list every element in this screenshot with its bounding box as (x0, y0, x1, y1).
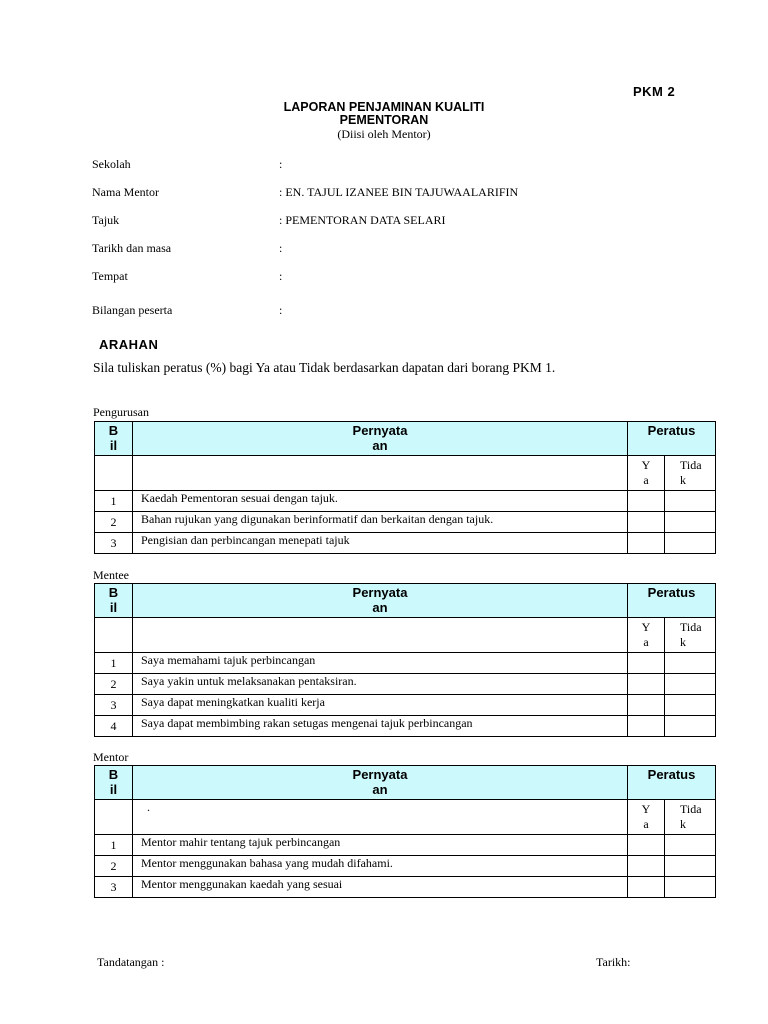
tidak-cell[interactable] (665, 491, 716, 512)
ya-cell[interactable] (628, 716, 665, 737)
instruction-text: Sila tuliskan peratus (%) bagi Ya atau Tidak berdasarkan dapatan dari borang PKM 1. (93, 360, 556, 375)
row-statement: Mentor menggunakan bahasa yang mudah difahami. (133, 856, 628, 877)
ya-cell[interactable] (628, 835, 665, 856)
table-row (95, 835, 716, 856)
field-label-tajuk: Tajuk (92, 213, 120, 227)
group-label-mentor: Mentor (93, 750, 129, 764)
row-number: 3 (95, 695, 133, 716)
table-row (95, 674, 716, 695)
form-title-line-2: PEMENTORAN (339, 113, 429, 127)
table-row (95, 877, 716, 898)
subheader-blank-bil (95, 800, 133, 835)
section-title: ARAHAN (99, 337, 159, 352)
table-row (95, 695, 716, 716)
subheader-blank-bil (95, 618, 133, 653)
field-value-bilangan-peserta: : (279, 303, 283, 317)
header-pernyataan: Pernyata an (133, 422, 628, 456)
subheader-blank-stmt (133, 456, 628, 491)
field-label-nama-mentor: Nama Mentor (92, 185, 159, 199)
subheader-tidak: Tida k (665, 456, 716, 491)
signature-label: Tandatangan : (97, 955, 165, 969)
table-row (95, 856, 716, 877)
tidak-cell[interactable] (665, 674, 716, 695)
table-row (95, 716, 716, 737)
form-code: PKM 2 (633, 84, 676, 99)
row-number: 1 (95, 491, 133, 512)
table-row (95, 491, 716, 512)
header-pernyataan: Pernyata an (133, 766, 628, 800)
ya-cell[interactable] (628, 512, 665, 533)
tidak-cell[interactable] (665, 533, 716, 554)
header-bil: B il (95, 584, 133, 618)
field-value-nama-mentor: : EN. TAJUL IZANEE BIN TAJUWAALARIFIN (279, 185, 519, 199)
row-number: 2 (95, 674, 133, 695)
subheader-tidak: Tida k (665, 618, 716, 653)
field-label-sekolah: Sekolah (92, 157, 131, 171)
tidak-cell[interactable] (665, 856, 716, 877)
tidak-cell[interactable] (665, 512, 716, 533)
row-statement: Bahan rujukan yang digunakan berinformatif dan berkaitan dengan tajuk. (133, 512, 628, 533)
subheader-blank-stmt (133, 618, 628, 653)
header-peratus: Peratus (628, 766, 716, 800)
ya-cell[interactable] (628, 491, 665, 512)
subheader-blank-stmt: . (133, 800, 628, 835)
header-bil: B il (95, 422, 133, 456)
row-statement: Kaedah Pementoran sesuai dengan tajuk. (133, 491, 628, 512)
table-mentor (94, 765, 716, 898)
subheader-tidak: Tida k (665, 800, 716, 835)
field-label-tempat: Tempat (92, 269, 128, 283)
row-number: 2 (95, 512, 133, 533)
ya-cell[interactable] (628, 877, 665, 898)
row-number: 1 (95, 835, 133, 856)
table-row (95, 512, 716, 533)
ya-cell[interactable] (628, 695, 665, 716)
header-peratus: Peratus (628, 422, 716, 456)
row-statement: Saya memahami tajuk perbincangan (133, 653, 628, 674)
row-statement: Mentor menggunakan kaedah yang sesuai (133, 877, 628, 898)
row-statement: Pengisian dan perbincangan menepati tajuk (133, 533, 628, 554)
field-value-sekolah: : (279, 157, 283, 171)
ya-cell[interactable] (628, 856, 665, 877)
row-statement: Saya dapat membimbing rakan setugas mengenai tajuk perbincangan (133, 716, 628, 737)
subheader-ya: Y a (628, 618, 665, 653)
row-number: 4 (95, 716, 133, 737)
ya-cell[interactable] (628, 653, 665, 674)
header-bil: B il (95, 766, 133, 800)
tidak-cell[interactable] (665, 877, 716, 898)
row-statement: Saya yakin untuk melaksanakan pentaksiran. (133, 674, 628, 695)
row-statement: Mentor mahir tentang tajuk perbincangan (133, 835, 628, 856)
row-number: 1 (95, 653, 133, 674)
subheader-ya: Y a (628, 800, 665, 835)
tidak-cell[interactable] (665, 835, 716, 856)
field-label-bilangan-peserta: Bilangan peserta (92, 303, 173, 317)
field-value-tarikh-masa: : (279, 241, 283, 255)
group-label-mentee: Mentee (93, 568, 129, 582)
tidak-cell[interactable] (665, 716, 716, 737)
ya-cell[interactable] (628, 533, 665, 554)
form-subtitle: (Diisi oleh Mentor) (337, 127, 431, 141)
tidak-cell[interactable] (665, 653, 716, 674)
tidak-cell[interactable] (665, 695, 716, 716)
date-label: Tarikh: (596, 955, 631, 969)
row-number: 3 (95, 533, 133, 554)
field-value-tempat: : (279, 269, 283, 283)
row-statement: Saya dapat meningkatkan kualiti kerja (133, 695, 628, 716)
field-label-tarikh-masa: Tarikh dan masa (92, 241, 172, 255)
row-number: 2 (95, 856, 133, 877)
group-label-pengurusan: Pengurusan (93, 405, 149, 419)
header-peratus: Peratus (628, 584, 716, 618)
table-pengurusan (94, 421, 716, 554)
form-title-line-1: LAPORAN PENJAMINAN KUALITI (283, 100, 485, 114)
table-mentee (94, 583, 716, 737)
ya-cell[interactable] (628, 674, 665, 695)
subheader-ya: Y a (628, 456, 665, 491)
field-value-tajuk: : PEMENTORAN DATA SELARI (279, 213, 446, 227)
header-pernyataan: Pernyata an (133, 584, 628, 618)
table-row (95, 533, 716, 554)
row-number: 3 (95, 877, 133, 898)
subheader-blank-bil (95, 456, 133, 491)
table-row (95, 653, 716, 674)
